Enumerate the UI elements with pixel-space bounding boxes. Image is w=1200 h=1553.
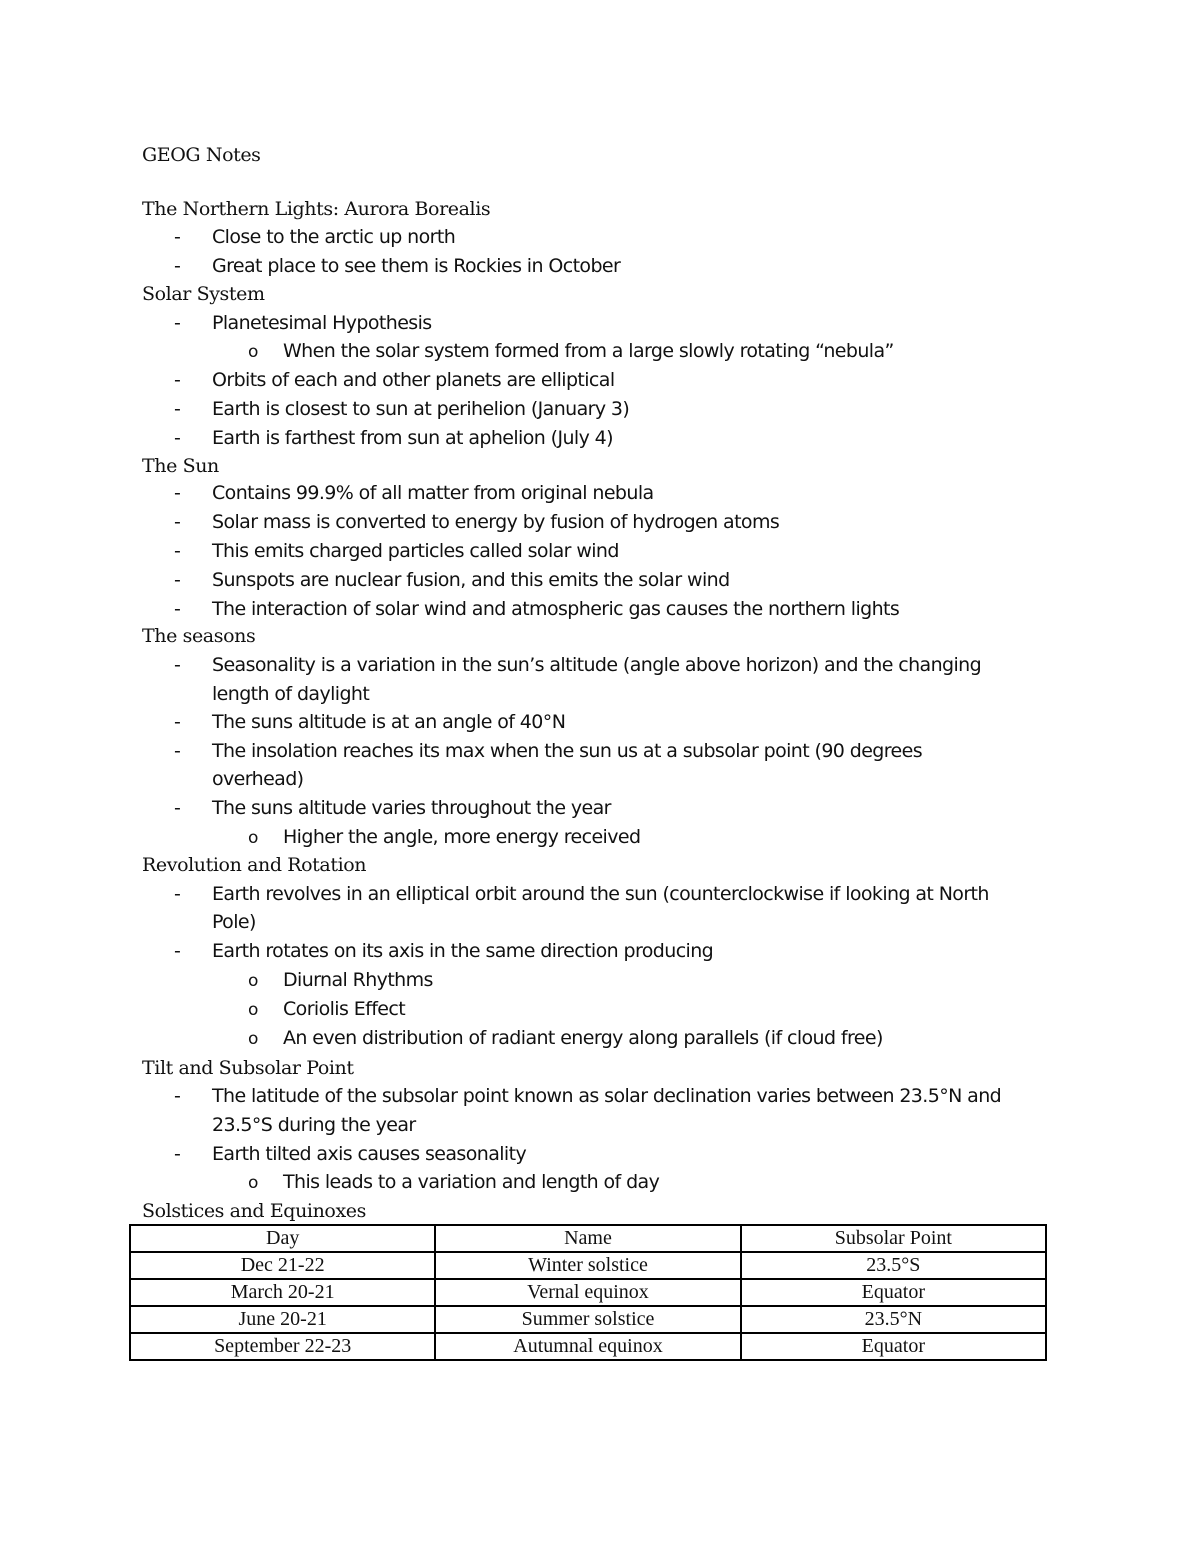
bullet-item: Planetesimal Hypothesis (212, 312, 432, 334)
table-cell: Autumnal equinox (435, 1333, 740, 1360)
table-row (130, 1279, 1046, 1306)
bullet-item: Orbits of each and other planets are elliptical (212, 369, 615, 391)
circle-bullet: o (248, 342, 259, 362)
bullet-item: This emits charged particles called solar wind (212, 540, 619, 562)
dash-bullet: - (174, 797, 181, 819)
dash-bullet: - (174, 398, 181, 420)
table-cell: Summer solstice (435, 1306, 740, 1333)
dash-bullet: - (174, 740, 181, 762)
table-cell: Equator (741, 1279, 1046, 1306)
bullet-item: Earth revolves in an elliptical orbit around the sun (counterclockwise if looking at North (212, 883, 989, 905)
table-header-cell: Day (130, 1225, 435, 1252)
dash-bullet: - (174, 226, 181, 248)
bullet-item: Great place to see them is Rockies in October (212, 255, 621, 277)
dash-bullet: - (174, 598, 181, 620)
bullet-item: Earth is farthest from sun at aphelion (July 4) (212, 427, 613, 449)
bullet-item: Earth rotates on its axis in the same direction producing (212, 940, 714, 962)
circle-bullet: o (248, 971, 259, 991)
section-heading-the-seasons: The seasons (142, 625, 256, 647)
circle-bullet: o (248, 828, 259, 848)
sub-bullet-item: This leads to a variation and length of day (283, 1171, 660, 1193)
bullet-item: The latitude of the subsolar point known as solar declination varies between 23.5°N and (212, 1085, 1002, 1107)
dash-bullet: - (174, 540, 181, 562)
dash-bullet: - (174, 482, 181, 504)
bullet-item: Sunspots are nuclear fusion, and this emits the solar wind (212, 569, 730, 591)
table-cell: 23.5°S (741, 1252, 1046, 1279)
table-header-cell: Name (435, 1225, 740, 1252)
table-cell: March 20-21 (130, 1279, 435, 1306)
circle-bullet: o (248, 1000, 259, 1020)
section-heading-revolution-rotation: Revolution and Rotation (142, 854, 367, 876)
section-heading-tilt-subsolar: Tilt and Subsolar Point (142, 1057, 354, 1079)
table-cell: Vernal equinox (435, 1279, 740, 1306)
bullet-item: The suns altitude is at an angle of 40°N (212, 711, 566, 733)
table-cell: Equator (741, 1333, 1046, 1360)
document-title: GEOG Notes (142, 144, 261, 166)
table-cell: June 20-21 (130, 1306, 435, 1333)
bullet-item: Earth is closest to sun at perihelion (January 3) (212, 398, 630, 420)
bullet-item: Contains 99.9% of all matter from original nebula (212, 482, 654, 504)
bullet-item: The suns altitude varies throughout the year (212, 797, 611, 819)
table-row (130, 1306, 1046, 1333)
dash-bullet: - (174, 940, 181, 962)
dash-bullet: - (174, 312, 181, 334)
bullet-item: Seasonality is a variation in the sun’s altitude (angle above horizon) and the changing (212, 654, 982, 676)
bullet-item: The insolation reaches its max when the sun us at a subsolar point (90 degrees (212, 740, 923, 762)
bullet-item-continued: 23.5°S during the year (212, 1114, 416, 1136)
bullet-item-continued: length of daylight (212, 683, 370, 705)
dash-bullet: - (174, 1085, 181, 1107)
sub-bullet-item: An even distribution of radiant energy along parallels (if cloud free) (283, 1027, 883, 1049)
dash-bullet: - (174, 883, 181, 905)
dash-bullet: - (174, 369, 181, 391)
bullet-item: Earth tilted axis causes seasonality (212, 1143, 527, 1165)
circle-bullet: o (248, 1029, 259, 1049)
bullet-item-continued: Pole) (212, 911, 256, 933)
section-heading-solar-system: Solar System (142, 283, 265, 305)
sub-bullet-item: When the solar system formed from a large slowly rotating “nebula” (283, 340, 894, 362)
table-heading: Solstices and Equinoxes (142, 1200, 366, 1222)
dash-bullet: - (174, 654, 181, 676)
bullet-item: Solar mass is converted to energy by fusion of hydrogen atoms (212, 511, 780, 533)
dash-bullet: - (174, 569, 181, 591)
table-row (130, 1252, 1046, 1279)
solstice-equinox-table (129, 1224, 1047, 1361)
dash-bullet: - (174, 255, 181, 277)
table-cell: September 22-23 (130, 1333, 435, 1360)
dash-bullet: - (174, 1143, 181, 1165)
bullet-item: The interaction of solar wind and atmospheric gas causes the northern lights (212, 598, 900, 620)
circle-bullet: o (248, 1173, 259, 1193)
table-row (130, 1333, 1046, 1360)
table-cell: Winter solstice (435, 1252, 740, 1279)
section-heading-the-sun: The Sun (142, 455, 219, 477)
table-cell: Dec 21-22 (130, 1252, 435, 1279)
sub-bullet-item: Higher the angle, more energy received (283, 826, 641, 848)
bullet-item-continued: overhead) (212, 768, 304, 790)
section-heading-northern-lights: The Northern Lights: Aurora Borealis (142, 198, 491, 220)
sub-bullet-item: Diurnal Rhythms (283, 969, 433, 991)
dash-bullet: - (174, 427, 181, 449)
table-cell: 23.5°N (741, 1306, 1046, 1333)
table-header-row (130, 1225, 1046, 1252)
table-header-cell: Subsolar Point (741, 1225, 1046, 1252)
dash-bullet: - (174, 511, 181, 533)
bullet-item: Close to the arctic up north (212, 226, 456, 248)
dash-bullet: - (174, 711, 181, 733)
sub-bullet-item: Coriolis Effect (283, 998, 406, 1020)
